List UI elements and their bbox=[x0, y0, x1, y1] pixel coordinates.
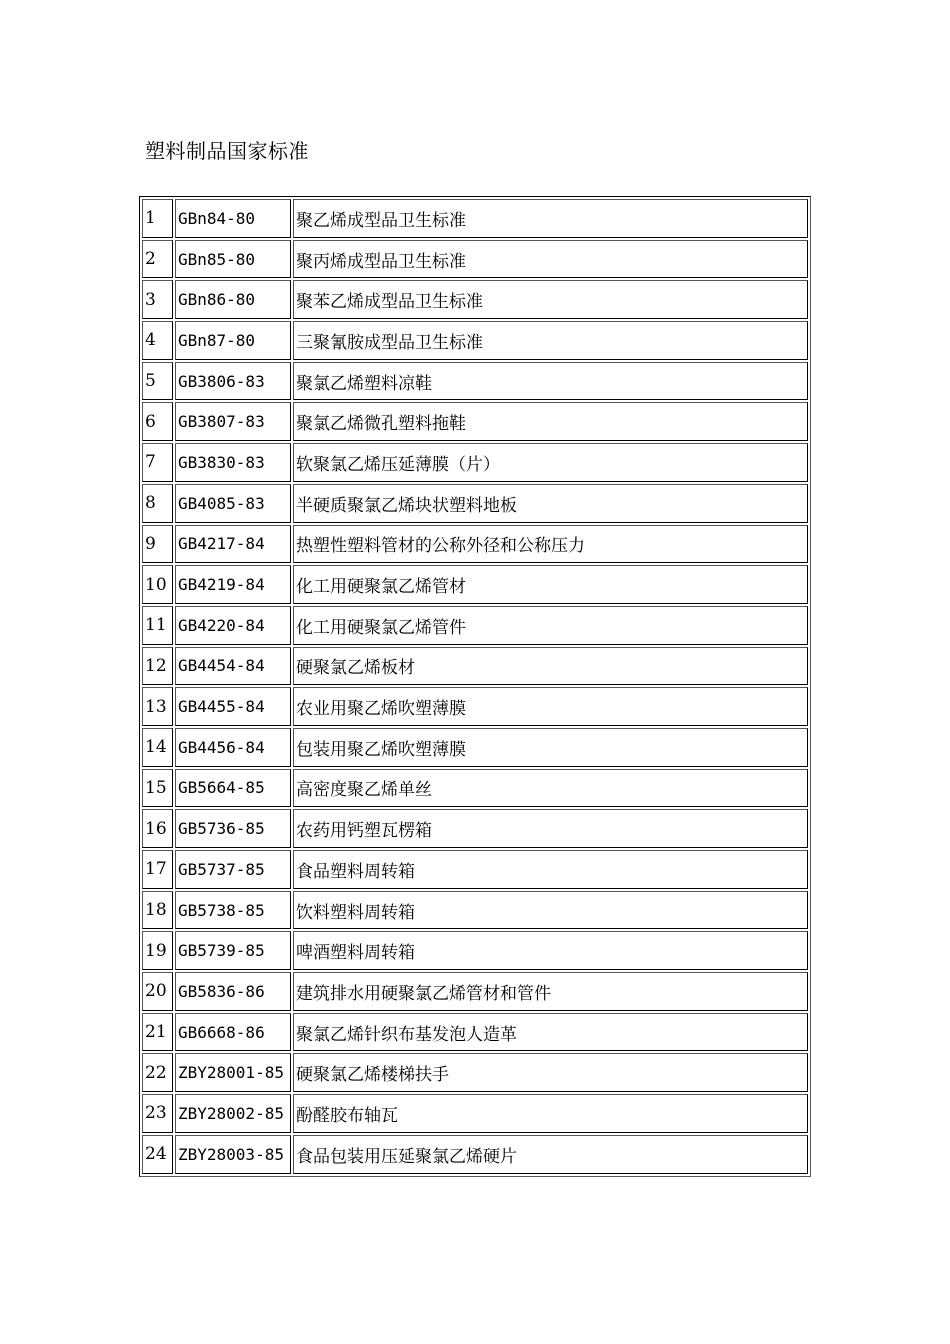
standard-name-cell: 聚氯乙烯针织布基发泡人造革 bbox=[293, 1013, 808, 1052]
row-number-cell: 10 bbox=[142, 565, 173, 604]
standard-code-cell: GBn85-80 bbox=[175, 240, 291, 279]
table-row bbox=[142, 565, 808, 604]
table-row bbox=[142, 525, 808, 564]
row-number-cell: 1 bbox=[142, 199, 173, 238]
standard-code-cell: GB3806-83 bbox=[175, 362, 291, 401]
row-number-cell: 7 bbox=[142, 443, 173, 482]
row-number-cell: 24 bbox=[142, 1135, 173, 1174]
standard-code-cell: ZBY28001-85 bbox=[175, 1053, 291, 1092]
standard-code-cell: ZBY28003-85 bbox=[175, 1135, 291, 1174]
table-row bbox=[142, 362, 808, 401]
standard-name-cell: 酚醛胶布轴瓦 bbox=[293, 1094, 808, 1133]
table-row bbox=[142, 240, 808, 279]
table-row bbox=[142, 769, 808, 808]
standard-code-cell: GB3807-83 bbox=[175, 402, 291, 441]
row-number-cell: 14 bbox=[142, 728, 173, 767]
row-number-cell: 4 bbox=[142, 321, 173, 360]
table-row bbox=[142, 891, 808, 930]
table-row bbox=[142, 1094, 808, 1133]
standard-name-cell: 三聚氰胺成型品卫生标准 bbox=[293, 321, 808, 360]
standard-code-cell: GB4454-84 bbox=[175, 647, 291, 686]
standard-code-cell: GB4085-83 bbox=[175, 484, 291, 523]
standard-name-cell: 聚氯乙烯微孔塑料拖鞋 bbox=[293, 402, 808, 441]
standard-code-cell: GBn87-80 bbox=[175, 321, 291, 360]
standard-name-cell: 热塑性塑料管材的公称外径和公称压力 bbox=[293, 525, 808, 564]
row-number-cell: 9 bbox=[142, 525, 173, 564]
standard-code-cell: GB5664-85 bbox=[175, 769, 291, 808]
standard-code-cell: GB5737-85 bbox=[175, 850, 291, 889]
row-number-cell: 6 bbox=[142, 402, 173, 441]
standard-name-cell: 食品包装用压延聚氯乙烯硬片 bbox=[293, 1135, 808, 1174]
table-row bbox=[142, 280, 808, 319]
row-number-cell: 16 bbox=[142, 809, 173, 848]
table-row bbox=[142, 1013, 808, 1052]
standard-name-cell: 硬聚氯乙烯板材 bbox=[293, 647, 808, 686]
table-row bbox=[142, 972, 808, 1011]
row-number-cell: 12 bbox=[142, 647, 173, 686]
row-number-cell: 19 bbox=[142, 931, 173, 970]
standard-name-cell: 饮料塑料周转箱 bbox=[293, 891, 808, 930]
standard-code-cell: GB4219-84 bbox=[175, 565, 291, 604]
table-row bbox=[142, 443, 808, 482]
standard-code-cell: GB5836-86 bbox=[175, 972, 291, 1011]
row-number-cell: 5 bbox=[142, 362, 173, 401]
standard-code-cell: GB4220-84 bbox=[175, 606, 291, 645]
standard-name-cell: 化工用硬聚氯乙烯管材 bbox=[293, 565, 808, 604]
row-number-cell: 20 bbox=[142, 972, 173, 1011]
standard-code-cell: GB3830-83 bbox=[175, 443, 291, 482]
row-number-cell: 13 bbox=[142, 687, 173, 726]
standards-table-body bbox=[142, 199, 808, 1174]
standard-name-cell: 高密度聚乙烯单丝 bbox=[293, 769, 808, 808]
standard-name-cell: 食品塑料周转箱 bbox=[293, 850, 808, 889]
table-row bbox=[142, 606, 808, 645]
row-number-cell: 8 bbox=[142, 484, 173, 523]
row-number-cell: 11 bbox=[142, 606, 173, 645]
standard-name-cell: 聚乙烯成型品卫生标准 bbox=[293, 199, 808, 238]
table-row bbox=[142, 321, 808, 360]
row-number-cell: 22 bbox=[142, 1053, 173, 1092]
standard-name-cell: 硬聚氯乙烯楼梯扶手 bbox=[293, 1053, 808, 1092]
standard-code-cell: ZBY28002-85 bbox=[175, 1094, 291, 1133]
standard-name-cell: 聚苯乙烯成型品卫生标准 bbox=[293, 280, 808, 319]
table-row bbox=[142, 1135, 808, 1174]
standard-name-cell: 农药用钙塑瓦楞箱 bbox=[293, 809, 808, 848]
standard-name-cell: 软聚氯乙烯压延薄膜（片） bbox=[293, 443, 808, 482]
standard-code-cell: GB6668-86 bbox=[175, 1013, 291, 1052]
table-row bbox=[142, 647, 808, 686]
row-number-cell: 21 bbox=[142, 1013, 173, 1052]
page-title: 塑料制品国家标准 bbox=[145, 139, 309, 163]
standard-name-cell: 建筑排水用硬聚氯乙烯管材和管件 bbox=[293, 972, 808, 1011]
standard-name-cell: 化工用硬聚氯乙烯管件 bbox=[293, 606, 808, 645]
row-number-cell: 2 bbox=[142, 240, 173, 279]
standard-code-cell: GBn86-80 bbox=[175, 280, 291, 319]
standard-name-cell: 包装用聚乙烯吹塑薄膜 bbox=[293, 728, 808, 767]
row-number-cell: 15 bbox=[142, 769, 173, 808]
standards-table bbox=[139, 196, 811, 1177]
standard-name-cell: 聚氯乙烯塑料凉鞋 bbox=[293, 362, 808, 401]
table-row bbox=[142, 199, 808, 238]
standard-name-cell: 聚丙烯成型品卫生标准 bbox=[293, 240, 808, 279]
standard-code-cell: GB4456-84 bbox=[175, 728, 291, 767]
standard-name-cell: 农业用聚乙烯吹塑薄膜 bbox=[293, 687, 808, 726]
table-row bbox=[142, 402, 808, 441]
standard-name-cell: 半硬质聚氯乙烯块状塑料地板 bbox=[293, 484, 808, 523]
standard-code-cell: GB4217-84 bbox=[175, 525, 291, 564]
table-row bbox=[142, 809, 808, 848]
standard-code-cell: GB5739-85 bbox=[175, 931, 291, 970]
row-number-cell: 23 bbox=[142, 1094, 173, 1133]
table-row bbox=[142, 850, 808, 889]
standard-code-cell: GB5738-85 bbox=[175, 891, 291, 930]
row-number-cell: 17 bbox=[142, 850, 173, 889]
standard-code-cell: GB4455-84 bbox=[175, 687, 291, 726]
table-row bbox=[142, 931, 808, 970]
table-row bbox=[142, 728, 808, 767]
row-number-cell: 18 bbox=[142, 891, 173, 930]
table-row bbox=[142, 687, 808, 726]
standard-code-cell: GBn84-80 bbox=[175, 199, 291, 238]
table-row bbox=[142, 484, 808, 523]
standard-name-cell: 啤酒塑料周转箱 bbox=[293, 931, 808, 970]
standard-code-cell: GB5736-85 bbox=[175, 809, 291, 848]
table-row bbox=[142, 1053, 808, 1092]
row-number-cell: 3 bbox=[142, 280, 173, 319]
